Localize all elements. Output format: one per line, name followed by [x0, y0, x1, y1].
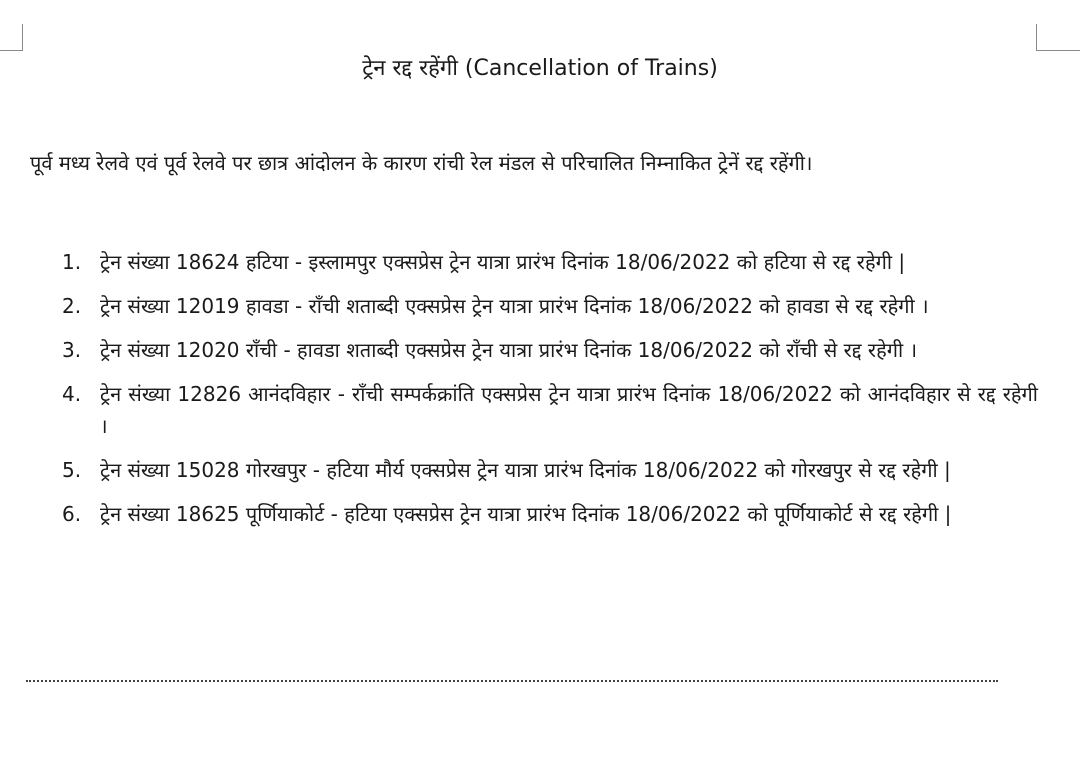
list-item: [62, 290, 1038, 322]
document-title: ट्रेन रद्द रहेंगी (Cancellation of Trains): [362, 56, 718, 81]
list-item-text: ट्रेन संख्या 15028 गोरखपुर - हटिया मौर्य एक्सप्रेस ट्रेन यात्रा प्रारंभ दिनांक 18/06/2022 को गोरखपुर से रद्द रहेगी |: [100, 458, 951, 482]
list-item-number: 1.: [62, 250, 82, 274]
list-item: [62, 454, 1038, 486]
list-item-number: 5.: [62, 458, 82, 482]
list-item-number: 4.: [62, 382, 82, 406]
list-item-number: 6.: [62, 502, 82, 526]
list-item-text: ट्रेन संख्या 12019 हावडा - राँची शताब्दी एक्सप्रेस ट्रेन यात्रा प्रारंभ दिनांक 18/06/2022 को हावडा से रद्द रहेगी ।: [100, 294, 929, 318]
train-cancellation-list: [62, 246, 1038, 542]
list-item-text: ट्रेन संख्या 18624 हटिया - इस्लामपुर एक्सप्रेस ट्रेन यात्रा प्रारंभ दिनांक 18/06/2022 को हटिया से रद्द रहेगी |: [100, 250, 906, 274]
list-item-number: 3.: [62, 338, 82, 362]
dotted-separator-line: [26, 680, 998, 682]
list-item: [62, 334, 1038, 366]
list-item-text: ट्रेन संख्या 12826 आनंदविहार - राँची सम्पर्कक्रांति एक्सप्रेस ट्रेन यात्रा प्रारंभ दिनांक 18/06/2022 को आनंदविहार से रद्द रहेगी ।: [100, 382, 1038, 438]
list-item-text: ट्रेन संख्या 18625 पूर्णियाकोर्ट - हटिया एक्सप्रेस ट्रेन यात्रा प्रारंभ दिनांक 18/06/2022 को पूर्णियाकोर्ट से रद्द रहेगी |: [100, 502, 952, 526]
list-item-text: ट्रेन संख्या 12020 राँची - हावडा शताब्दी एक्सप्रेस ट्रेन यात्रा प्रारंभ दिनांक 18/06/2022 को राँची से रद्द रहेगी ।: [100, 338, 918, 362]
list-item-number: 2.: [62, 294, 82, 318]
margin-corner-mark-left: [0, 24, 23, 51]
intro-paragraph: पूर्व मध्य रेलवे एवं पूर्व रेलवे पर छात्र आंदोलन के कारण रांची रेल मंडल से परिचालित निम्नाकित ट्रेनें रद्द रहेंगी।: [30, 151, 813, 175]
list-item: [62, 246, 1038, 278]
list-item: [62, 498, 1038, 530]
margin-corner-mark-right: [1036, 24, 1080, 51]
list-item: [62, 378, 1038, 442]
